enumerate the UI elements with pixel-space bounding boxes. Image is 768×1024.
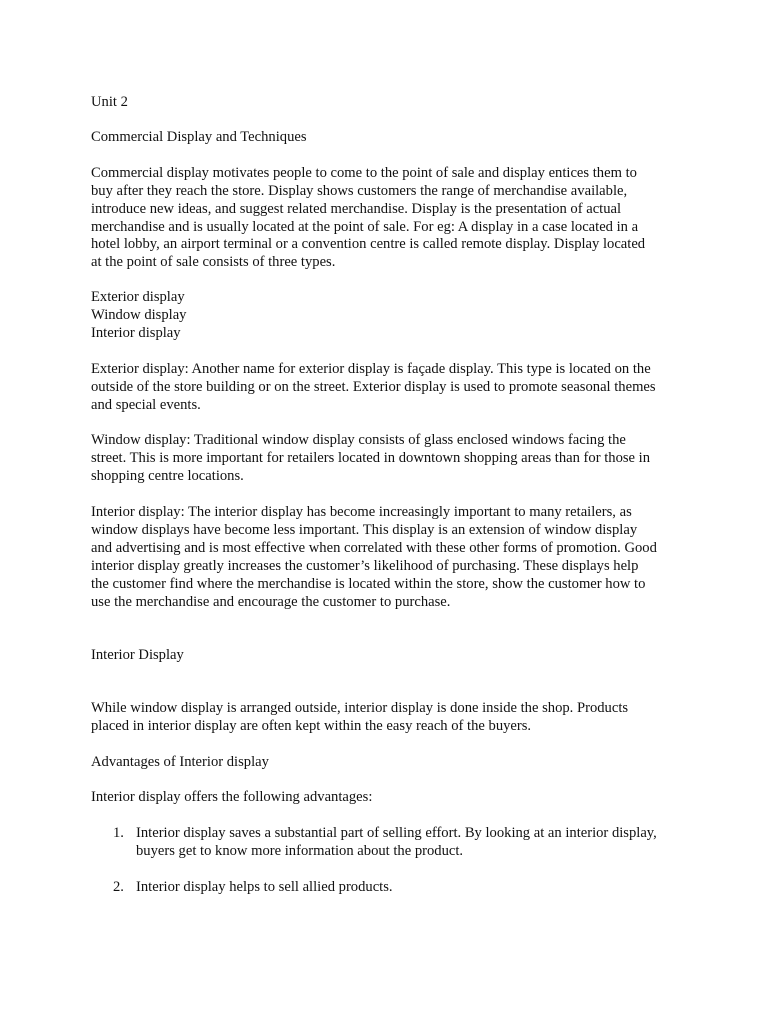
- display-type-item: Interior display: [91, 325, 181, 341]
- display-type-item: Window display: [91, 307, 187, 323]
- paragraph-line: window displays have become less important. This display is an extension of window display: [91, 522, 638, 538]
- paragraph-line: interior display greatly increases the customer’s likelihood of purchasing. These displays help: [91, 558, 639, 574]
- display-type-item: Exterior display: [91, 289, 185, 305]
- advantages-heading: Advantages of Interior display: [91, 754, 269, 770]
- paragraph-line: and advertising and is most effective when correlated with these other forms of promotion. Good: [91, 540, 657, 556]
- paragraph-line: and special events.: [91, 397, 201, 413]
- paragraph-line: shopping centre locations.: [91, 468, 244, 484]
- list-item-line: Interior display saves a substantial part of selling effort. By looking at an interior display,: [136, 825, 657, 841]
- paragraph-line: placed in interior display are often kept within the easy reach of the buyers.: [91, 718, 532, 734]
- paragraph-line: at the point of sale consists of three types.: [91, 254, 336, 270]
- paragraph-line: use the merchandise and encourage the customer to purchase.: [91, 594, 451, 610]
- paragraph-line: hotel lobby, an airport terminal or a convention centre is called remote display. Display located: [91, 236, 646, 252]
- unit-label: Unit 2: [91, 94, 128, 110]
- paragraph-line: introduce new ideas, and suggest related merchandise. Display is the presentation of actual: [91, 201, 622, 217]
- paragraph-line: Interior display: The interior display has become increasingly important to many retailers, as: [91, 504, 632, 520]
- paragraph-line: merchandise and is usually located at the point of sale. For eg: A display in a case located in a: [91, 219, 639, 235]
- list-item-number: 1.: [113, 825, 124, 841]
- paragraph-line: Exterior display: Another name for exterior display is façade display. This type is located on the: [91, 361, 651, 377]
- list-item-line: buyers get to know more information about the product.: [136, 843, 464, 859]
- paragraph-line: outside of the store building or on the street. Exterior display is used to promote seasonal themes: [91, 379, 656, 395]
- paragraph-line: the customer find where the merchandise is located within the store, show the customer how to: [91, 576, 646, 592]
- paragraph-line: While window display is arranged outside, interior display is done inside the shop. Products: [91, 700, 629, 716]
- paragraph-line: Commercial display motivates people to come to the point of sale and display entices them to: [91, 165, 637, 181]
- interior-display-heading: Interior Display: [91, 647, 184, 663]
- paragraph-line: buy after they reach the store. Display shows customers the range of merchandise available,: [91, 183, 628, 199]
- paragraph-line: Window display: Traditional window display consists of glass enclosed windows facing the: [91, 432, 626, 448]
- document-title: Commercial Display and Techniques: [91, 129, 307, 145]
- list-item-line: Interior display helps to sell allied products.: [136, 879, 393, 895]
- advantages-intro: Interior display offers the following advantages:: [91, 789, 373, 805]
- paragraph-line: street. This is more important for retailers located in downtown shopping areas than for those in: [91, 450, 651, 466]
- list-item-number: 2.: [113, 879, 124, 895]
